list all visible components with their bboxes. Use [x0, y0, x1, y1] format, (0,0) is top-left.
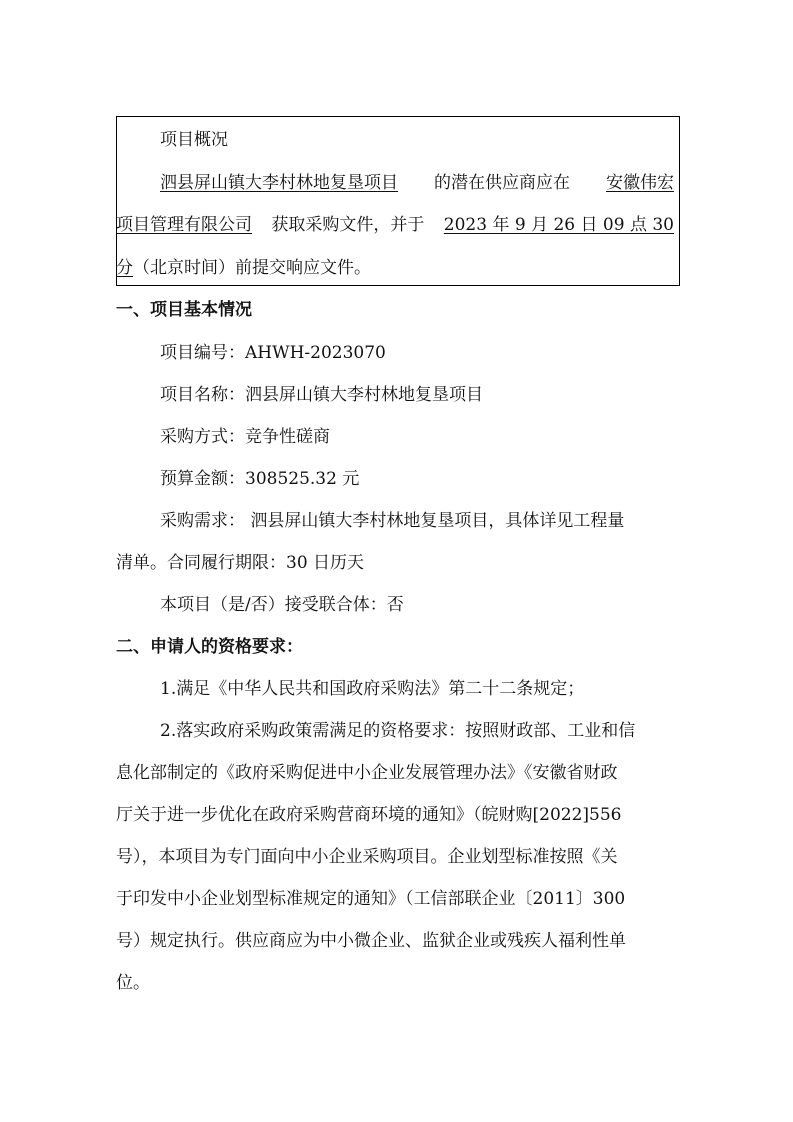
project-name: 项目名称：泗县屏山镇大李村林地复垦项目 — [160, 385, 483, 405]
requirement-2-line: 位。 — [116, 973, 150, 993]
requirement-2-line: 号），本项目为专门面向中小企业采购项目。企业划型标准按照《关 — [116, 847, 618, 867]
overview-text: 获取采购文件，并于 — [271, 215, 425, 235]
project-code: 项目编号：AHWH-2023070 — [160, 343, 386, 363]
overview-text: 的潜在供应商应在 — [434, 173, 570, 193]
agency-name-underlined: 项目管理有限公司 — [116, 215, 252, 235]
overview-text: （北京时间）前提交响应文件。 — [133, 258, 371, 278]
requirement-2-line: 2.落实政府采购政策需满足的资格要求：按照财政部、工业和信 — [160, 721, 636, 741]
procurement-demand-cont: 清单。合同履行期限：30 日历天 — [116, 553, 365, 573]
project-name-underlined: 泗县屏山镇大李村林地复垦项目 — [160, 173, 398, 193]
overview-line-3 — [116, 256, 371, 280]
budget-amount: 预算金额：308525.32 元 — [160, 469, 360, 489]
requirement-2-line: 于印发中小企业划型标准规定的通知》（工信部联企业〔2011〕300 — [116, 889, 626, 909]
agency-name-underlined: 安徽伟宏 — [606, 173, 674, 193]
overview-line-2 — [116, 213, 674, 237]
requirement-2-line: 息化部制定的《政府采购促进中小企业发展管理办法》《安徽省财政 — [116, 763, 618, 783]
requirement-1: 1.满足《中华人民共和国政府采购法》第二十二条规定； — [160, 679, 585, 699]
deadline-underlined: 2023 年 9 月 26 日 09 点 30 — [443, 215, 674, 235]
deadline-underlined: 分 — [116, 258, 133, 278]
section-2-heading: 二、申请人的资格要求： — [116, 637, 303, 657]
requirement-2-line: 号）规定执行。供应商应为中小微企业、监狱企业或残疾人福利性单 — [116, 931, 626, 951]
procurement-method: 采购方式：竞争性磋商 — [160, 427, 330, 447]
consortium-note: 本项目（是/否）接受联合体：否 — [160, 595, 404, 615]
overview-title: 项目概况 — [160, 130, 228, 150]
requirement-2-line: 厅关于进一步优化在政府采购营商环境的通知》（皖财购[2022]556 — [116, 805, 622, 825]
procurement-demand: 采购需求： 泗县屏山镇大李村林地复垦项目，具体详见工程量 — [160, 511, 625, 531]
overview-line-1 — [160, 171, 674, 195]
section-1-heading: 一、项目基本情况 — [116, 300, 252, 320]
